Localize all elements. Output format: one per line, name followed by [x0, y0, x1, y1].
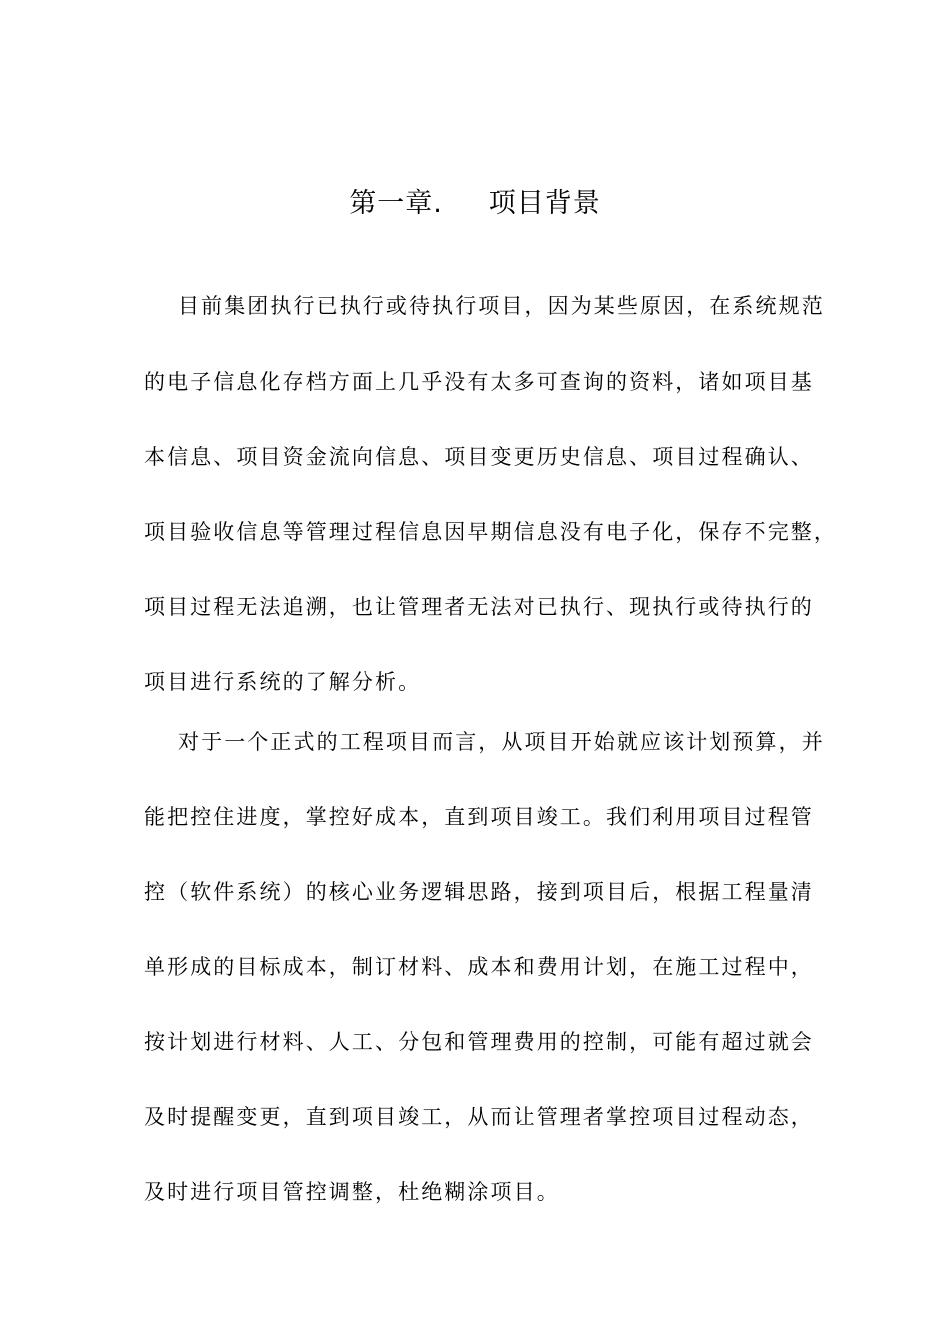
paragraph-1-line-2: 的电子信息化存档方面上几乎没有太多可查询的资料，诸如项目基: [144, 370, 814, 394]
paragraph-1-line-4: 项目验收信息等管理过程信息因早期信息没有电子化，保存不完整，: [144, 520, 837, 544]
chapter-heading: [0, 182, 950, 226]
paragraph-1-line-1: 目前集团执行已执行或待执行项目，因为某些原因，在系统规范: [178, 294, 825, 318]
chapter-number: 第一章.: [349, 188, 443, 219]
paragraph-2-line-3: 控（软件系统）的核心业务逻辑思路，接到项目后，根据工程量清: [144, 880, 814, 904]
paragraph-1-line-3: 本信息、项目资金流向信息、项目变更历史信息、项目过程确认、: [144, 445, 814, 469]
paragraph-2-line-6: 及时提醒变更，直到项目竣工，从而让管理者掌控项目过程动态，: [144, 1105, 814, 1129]
paragraph-1-line-5: 项目过程无法追溯，也让管理者无法对已执行、现执行或待执行的: [144, 595, 814, 619]
chapter-title-text: 项目背景: [488, 188, 601, 219]
paragraph-1-line-6: 项目进行系统的了解分析。: [144, 670, 422, 694]
paragraph-2-line-5: 按计划进行材料、人工、分包和管理费用的控制，可能有超过就会: [144, 1030, 814, 1054]
paragraph-2-line-1: 对于一个正式的工程项目而言，从项目开始就应该计划预算，并: [178, 730, 825, 754]
paragraph-2-line-2: 能把控住进度，掌控好成本，直到项目竣工。我们利用项目过程管: [144, 805, 814, 829]
paragraph-2-line-4: 单形成的目标成本，制订材料、成本和费用计划，在施工过程中，: [144, 955, 814, 979]
paragraph-2-line-7: 及时进行项目管控调整，杜绝糊涂项目。: [144, 1180, 560, 1204]
